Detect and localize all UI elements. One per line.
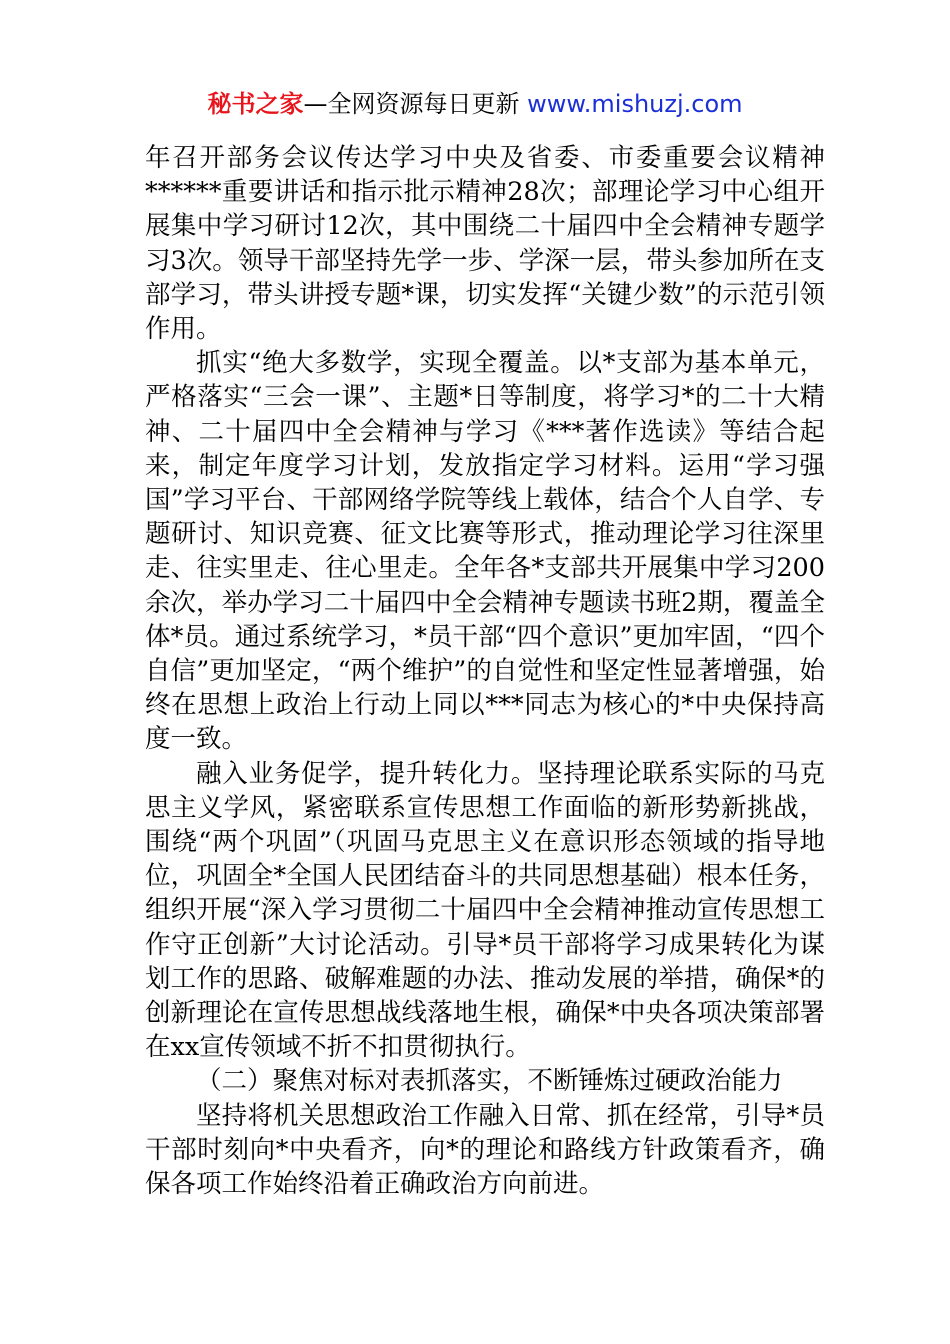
paragraph: 融入业务促学，提升转化力。坚持理论联系实际的马克思主义学风，紧密联系宣传思想工作面临的新形势新挑战，围绕“两个巩固”（巩固马克思主义在意识形态领域的指导地位，巩固全*全国人民团结奋斗的共同思想基础）根本任务，组织开展“深入学习贯彻二十届四中全会精神推动宣传思想工作守正创新”大讨论活动。引导*员干部将学习成果转化为谋划工作的思路、破解难题的办法、推动发展的举措，确保*的创新理论在宣传思想战线落地生根，确保*中央各项决策部署在xx宣传领域不折不扣贯彻执行。 [145, 758, 825, 1063]
document-body [145, 141, 825, 1201]
paragraph: 坚持将机关思想政治工作融入日常、抓在经常，引导*员干部时刻向*中央看齐，向*的理论和路线方针政策看齐，确保各项工作始终沿着正确政治方向前进。 [145, 1100, 825, 1200]
paragraph: 抓实“绝大多数学，实现全覆盖。以*支部为基本单元，严格落实“三会一课”、主题*日等制度，将学习*的二十大精神、二十届四中全会精神与学习《***著作选读》等结合起来，制定年度学习计划，发放指定学习材料。运用“学习强国”学习平台、干部网络学院等线上载体，结合个人自学、专题研讨、知识竞赛、征文比赛等形式，推动理论学习往深里走、往实里走、往心里走。全年各*支部共开展集中学习200余次，举办学习二十届四中全会精神专题读书班2期，覆盖全体*员。通过系统学习，*员干部“四个意识”更加牢固，“四个自信”更加坚定，“两个维护”的自觉性和坚定性显著增强，始终在思想上政治上行动上同以***同志为核心的*中央保持高度一致。 [145, 348, 825, 755]
header-site-link[interactable]: www.mishuzj.com [527, 90, 743, 118]
page-header [0, 88, 950, 120]
header-tagline: —全网资源每日更新 [303, 90, 528, 118]
header-brand: 秘书之家 [207, 90, 304, 118]
section-heading: （二）聚焦对标对表抓落实，不断锤炼过硬政治能力 [196, 1066, 783, 1097]
paragraph-continued: 年召开部务会议传达学习中央及省委、市委重要会议精神******重要讲话和指示批示精神28次；部理论学习中心组开展集中学习研讨12次，其中围绕二十届四中全会精神专题学习3次。领导干部坚持先学一步、学深一层，带头参加所在支部学习，带头讲授专题*课，切实发挥“关键少数”的示范引领作用。 [145, 143, 825, 345]
